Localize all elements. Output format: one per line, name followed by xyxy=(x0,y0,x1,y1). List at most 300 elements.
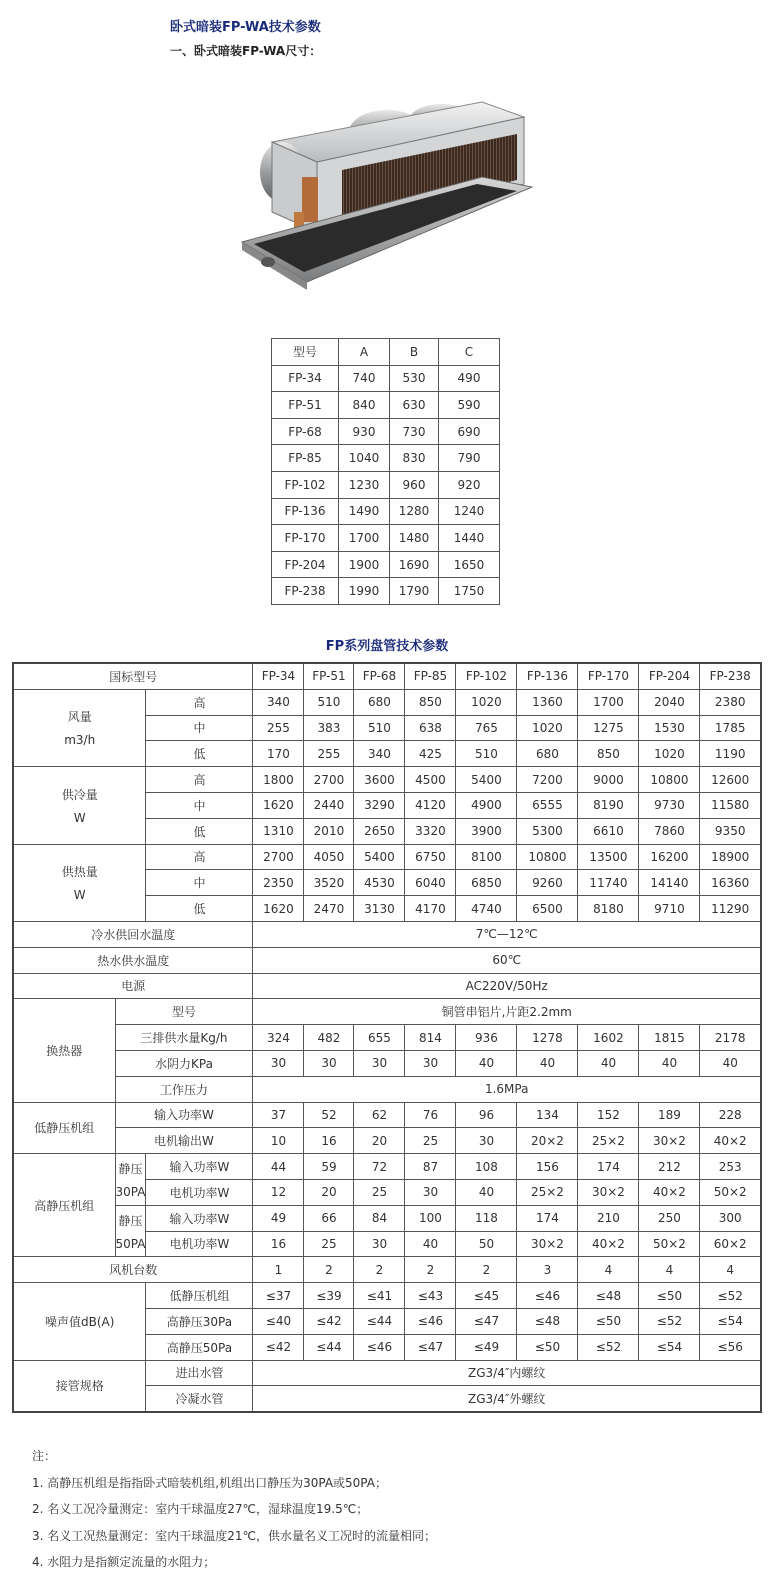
value-cell: ≤49 xyxy=(456,1334,517,1360)
value-cell: 6850 xyxy=(456,870,517,896)
page-title: 卧式暗装FP-WA技术参数 xyxy=(170,20,321,35)
dimension-cell: 730 xyxy=(390,418,439,445)
value-cell: 638 xyxy=(405,715,456,741)
dimension-header-cell: C xyxy=(439,339,500,366)
value-cell: 40 xyxy=(517,1050,578,1076)
value-cell: 6500 xyxy=(517,896,578,922)
dimension-cell: 920 xyxy=(439,471,500,498)
value-cell: 10 xyxy=(253,1128,304,1154)
table-row xyxy=(13,844,761,870)
static-pressure-50-cell-line-1: 静压 xyxy=(118,1213,143,1228)
note-item: 2. 名义工况冷量测定：室内干球温度27℃，湿球温度19.5℃； xyxy=(32,1502,369,1517)
value-cell: 152 xyxy=(578,1102,639,1128)
level-label-cell: 低 xyxy=(146,818,253,844)
value-cell: 25×2 xyxy=(578,1128,639,1154)
sub-label-cell: 输入功率W xyxy=(115,1102,253,1128)
value-cell: ≤48 xyxy=(578,1283,639,1309)
value-cell: 936 xyxy=(456,1025,517,1051)
value-cell: 30×2 xyxy=(517,1231,578,1257)
model-header-cell: FP-170 xyxy=(578,663,639,689)
value-cell: 4530 xyxy=(354,870,405,896)
value-cell: 189 xyxy=(639,1102,700,1128)
dimension-cell: 1440 xyxy=(439,525,500,552)
model-header-cell: FP-238 xyxy=(700,663,761,689)
table-row xyxy=(13,999,761,1025)
notes-heading: 注： xyxy=(32,1449,57,1463)
sub-label-cell: 冷凝水管 xyxy=(146,1386,253,1412)
dimension-cell: 1280 xyxy=(390,498,439,525)
value-cell: 174 xyxy=(578,1154,639,1180)
static-pressure-50-cell xyxy=(115,1205,146,1257)
value-cell: 11740 xyxy=(578,870,639,896)
value-cell: ≤48 xyxy=(517,1308,578,1334)
value-cell: 4 xyxy=(700,1257,761,1283)
dimension-cell: 630 xyxy=(390,392,439,419)
dimension-cell: FP-34 xyxy=(272,365,339,392)
value-cell: 482 xyxy=(304,1025,354,1051)
value-cell: 3130 xyxy=(354,896,405,922)
value-cell: 850 xyxy=(405,689,456,715)
value-cell: 8180 xyxy=(578,896,639,922)
value-cell: 59 xyxy=(304,1154,354,1180)
value-cell: 100 xyxy=(405,1205,456,1231)
value-cell: 20 xyxy=(354,1128,405,1154)
value-cell: ≤46 xyxy=(405,1308,456,1334)
dimension-cell: 840 xyxy=(339,392,390,419)
value-cell: 4 xyxy=(639,1257,700,1283)
table-row xyxy=(272,445,500,472)
value-cell: 25 xyxy=(354,1179,405,1205)
sub-label-cell: 型号 xyxy=(115,999,253,1025)
value-cell: 4900 xyxy=(456,792,517,818)
value-cell: 2380 xyxy=(700,689,761,715)
value-cell: 4 xyxy=(578,1257,639,1283)
value-cell: 20×2 xyxy=(517,1128,578,1154)
value-cell: 30 xyxy=(304,1050,354,1076)
value-cell: 12600 xyxy=(700,767,761,793)
dimension-header-cell: B xyxy=(390,339,439,366)
dimension-header-cell: 型号 xyxy=(272,339,339,366)
dimension-cell: 1690 xyxy=(390,551,439,578)
dimension-cell: 740 xyxy=(339,365,390,392)
value-cell: 4500 xyxy=(405,767,456,793)
dimension-cell: 1650 xyxy=(439,551,500,578)
value-cell: 4170 xyxy=(405,896,456,922)
value-cell: 3 xyxy=(517,1257,578,1283)
value-cell: 9000 xyxy=(578,767,639,793)
value-cell: 8190 xyxy=(578,792,639,818)
value-cell: 4050 xyxy=(304,844,354,870)
value-cell: 1602 xyxy=(578,1025,639,1051)
value-cell: 50 xyxy=(456,1231,517,1257)
value-cell: 2700 xyxy=(304,767,354,793)
value-cell: 4120 xyxy=(405,792,456,818)
value-cell: 25×2 xyxy=(517,1179,578,1205)
airflow-label-cell xyxy=(13,689,146,766)
value-cell: 3600 xyxy=(354,767,405,793)
airflow-label-cell-line-1: 风量 xyxy=(67,710,92,725)
heating-label-cell-line-1: 供热量 xyxy=(61,865,98,880)
value-cell: ≤44 xyxy=(354,1308,405,1334)
dimension-cell: FP-170 xyxy=(272,525,339,552)
value-cell: ≤52 xyxy=(639,1308,700,1334)
row-label-cell: 热水供水温度 xyxy=(13,947,253,973)
value-cell: ≤50 xyxy=(578,1308,639,1334)
value-cell: 300 xyxy=(700,1205,761,1231)
value-cell: 8100 xyxy=(456,844,517,870)
value-cell: 3290 xyxy=(354,792,405,818)
value-cell: 2 xyxy=(405,1257,456,1283)
level-label-cell: 中 xyxy=(146,870,253,896)
value-cell: 11580 xyxy=(700,792,761,818)
merged-value-cell: 铜管串铝片,片距2.2mm xyxy=(253,999,761,1025)
value-cell: 134 xyxy=(517,1102,578,1128)
dimension-cell: 790 xyxy=(439,445,500,472)
sub-label-cell: 高静压50Pa xyxy=(146,1334,253,1360)
value-cell: 9710 xyxy=(639,896,700,922)
value-cell: 12 xyxy=(253,1179,304,1205)
value-cell: ≤54 xyxy=(639,1334,700,1360)
table-row xyxy=(13,1050,761,1076)
value-cell: 324 xyxy=(253,1025,304,1051)
value-cell: 1815 xyxy=(639,1025,700,1051)
note-item: 3. 名义工况热量测定：室内干球温度21℃，供水量名义工况时的流量相同； xyxy=(32,1528,437,1543)
airflow-label-cell-line-2: m3/h xyxy=(64,733,96,748)
value-cell: 3520 xyxy=(304,870,354,896)
value-cell: 30 xyxy=(405,1179,456,1205)
static-pressure-50-cell-line-2: 50PA xyxy=(115,1236,146,1251)
value-cell: ≤37 xyxy=(253,1283,304,1309)
level-label-cell: 中 xyxy=(146,792,253,818)
table-row xyxy=(13,1360,761,1386)
dimension-cell: 1230 xyxy=(339,471,390,498)
value-cell: 40×2 xyxy=(578,1231,639,1257)
value-cell: 1785 xyxy=(700,715,761,741)
value-cell: 5300 xyxy=(517,818,578,844)
row-label-cell: 风机台数 xyxy=(13,1257,253,1283)
value-cell: 14140 xyxy=(639,870,700,896)
value-cell: 16 xyxy=(304,1128,354,1154)
value-cell: 37 xyxy=(253,1102,304,1128)
dimension-table-body xyxy=(272,339,500,605)
value-cell: 40×2 xyxy=(700,1128,761,1154)
sub-label-cell: 电机功率W xyxy=(146,1231,253,1257)
model-header-cell: FP-34 xyxy=(253,663,304,689)
value-cell: ≤39 xyxy=(304,1283,354,1309)
value-cell: ≤56 xyxy=(700,1334,761,1360)
value-cell: 10800 xyxy=(639,767,700,793)
table-row xyxy=(13,1025,761,1051)
hx-label-cell: 换热器 xyxy=(13,999,115,1102)
merged-value-cell: ZG3/4″外螺纹 xyxy=(253,1386,761,1412)
value-cell: 383 xyxy=(304,715,354,741)
row-label-cell: 电源 xyxy=(13,973,253,999)
value-cell: 250 xyxy=(639,1205,700,1231)
table-row xyxy=(13,1102,761,1128)
value-cell: 84 xyxy=(354,1205,405,1231)
value-cell: ≤50 xyxy=(639,1283,700,1309)
value-cell: 6555 xyxy=(517,792,578,818)
value-cell: 40 xyxy=(639,1050,700,1076)
value-cell: ≤50 xyxy=(517,1334,578,1360)
value-cell: 174 xyxy=(517,1205,578,1231)
value-cell: ≤42 xyxy=(253,1334,304,1360)
merged-value-cell: 7℃—12℃ xyxy=(253,921,761,947)
value-cell: ≤42 xyxy=(304,1308,354,1334)
heating-label-cell-line-2: W xyxy=(73,888,86,903)
value-cell: 30 xyxy=(253,1050,304,1076)
note-item: 1. 高静压机组是指指卧式暗装机组,机组出口静压为30PA或50PA； xyxy=(32,1475,387,1490)
value-cell: 2178 xyxy=(700,1025,761,1051)
value-cell: 1020 xyxy=(639,741,700,767)
table-row xyxy=(272,365,500,392)
dimension-cell: 1240 xyxy=(439,498,500,525)
value-cell: 1530 xyxy=(639,715,700,741)
value-cell: 2 xyxy=(456,1257,517,1283)
value-cell: 850 xyxy=(578,741,639,767)
static-pressure-30-cell-line-1: 静压 xyxy=(118,1161,143,1176)
value-cell: 76 xyxy=(405,1102,456,1128)
value-cell: 2010 xyxy=(304,818,354,844)
value-cell: 44 xyxy=(253,1154,304,1180)
value-cell: 7860 xyxy=(639,818,700,844)
value-cell: 10800 xyxy=(517,844,578,870)
value-cell: 1310 xyxy=(253,818,304,844)
value-cell: 1020 xyxy=(456,689,517,715)
value-cell: 9260 xyxy=(517,870,578,896)
value-cell: 4740 xyxy=(456,896,517,922)
dimension-cell: 830 xyxy=(390,445,439,472)
value-cell: 40 xyxy=(700,1050,761,1076)
value-cell: 1620 xyxy=(253,792,304,818)
pipe-label-cell: 接管规格 xyxy=(13,1360,146,1412)
value-cell: 340 xyxy=(354,741,405,767)
table-row xyxy=(13,973,761,999)
value-cell: 40 xyxy=(456,1050,517,1076)
model-header-cell: FP-85 xyxy=(405,663,456,689)
dimension-cell: 1700 xyxy=(339,525,390,552)
value-cell: 6610 xyxy=(578,818,639,844)
value-cell: ≤45 xyxy=(456,1283,517,1309)
value-cell: 5400 xyxy=(354,844,405,870)
dimension-cell: FP-85 xyxy=(272,445,339,472)
value-cell: 20 xyxy=(304,1179,354,1205)
dimension-cell: FP-238 xyxy=(272,578,339,605)
value-cell: 18900 xyxy=(700,844,761,870)
value-cell: 30 xyxy=(354,1050,405,1076)
value-cell: 1800 xyxy=(253,767,304,793)
table-row xyxy=(13,1257,761,1283)
high-static-label-cell: 高静压机组 xyxy=(13,1154,115,1257)
value-cell: 3900 xyxy=(456,818,517,844)
dimension-table xyxy=(271,338,500,605)
value-cell: 210 xyxy=(578,1205,639,1231)
value-cell: 170 xyxy=(253,741,304,767)
value-cell: 2440 xyxy=(304,792,354,818)
value-cell: 40 xyxy=(456,1179,517,1205)
cooling-label-cell-line-2: W xyxy=(73,810,86,825)
dimension-cell: FP-51 xyxy=(272,392,339,419)
table-row xyxy=(13,1283,761,1309)
value-cell: ≤40 xyxy=(253,1308,304,1334)
dimension-cell: 590 xyxy=(439,392,500,419)
model-header-cell: FP-136 xyxy=(517,663,578,689)
value-cell: 49 xyxy=(253,1205,304,1231)
note-item: 4. 水阻力是指额定流量的水阻力； xyxy=(32,1555,216,1570)
value-cell: 87 xyxy=(405,1154,456,1180)
value-cell: 6750 xyxy=(405,844,456,870)
table-row xyxy=(13,689,761,715)
sub-label-cell: 输入功率W xyxy=(146,1205,253,1231)
dimension-cell: 1490 xyxy=(339,498,390,525)
dimension-cell: FP-102 xyxy=(272,471,339,498)
notes xyxy=(32,1443,436,1576)
value-cell: ≤52 xyxy=(700,1283,761,1309)
level-label-cell: 高 xyxy=(146,844,253,870)
value-cell: 2 xyxy=(354,1257,405,1283)
section-subtitle: 一、卧式暗装FP-WA尺寸： xyxy=(170,44,322,58)
value-cell: 7200 xyxy=(517,767,578,793)
value-cell: ≤41 xyxy=(354,1283,405,1309)
level-label-cell: 高 xyxy=(146,689,253,715)
value-cell: 680 xyxy=(354,689,405,715)
value-cell: 30 xyxy=(456,1128,517,1154)
sub-label-cell: 工作压力 xyxy=(115,1076,253,1102)
value-cell: ≤43 xyxy=(405,1283,456,1309)
table-row xyxy=(272,339,500,366)
value-cell: 2040 xyxy=(639,689,700,715)
sub-label-cell: 水阴力KPa xyxy=(115,1050,253,1076)
value-cell: 2700 xyxy=(253,844,304,870)
level-label-cell: 低 xyxy=(146,741,253,767)
merged-value-cell: 60℃ xyxy=(253,947,761,973)
value-cell: 1190 xyxy=(700,741,761,767)
table-row xyxy=(13,921,761,947)
table-row xyxy=(272,392,500,419)
value-cell: 1620 xyxy=(253,896,304,922)
value-cell: 2 xyxy=(304,1257,354,1283)
sub-label-cell: 进出水管 xyxy=(146,1360,253,1386)
table-row xyxy=(272,578,500,605)
dimension-cell: 1790 xyxy=(390,578,439,605)
dimension-cell: FP-204 xyxy=(272,551,339,578)
value-cell: 3320 xyxy=(405,818,456,844)
dimension-cell: 930 xyxy=(339,418,390,445)
sub-label-cell: 三排供水量Kg/h xyxy=(115,1025,253,1051)
dimension-cell: FP-68 xyxy=(272,418,339,445)
value-cell: 66 xyxy=(304,1205,354,1231)
table-row xyxy=(13,1154,761,1180)
value-cell: ≤54 xyxy=(700,1308,761,1334)
value-cell: ≤46 xyxy=(517,1283,578,1309)
value-cell: 1020 xyxy=(517,715,578,741)
table-row xyxy=(272,418,500,445)
cooling-label-cell-line-1: 供冷量 xyxy=(61,787,98,802)
value-cell: 2650 xyxy=(354,818,405,844)
table-row xyxy=(13,1128,761,1154)
table-row xyxy=(272,471,500,498)
sub-label-cell: 电机输出W xyxy=(115,1128,253,1154)
row-label-cell: 冷水供回水温度 xyxy=(13,921,253,947)
sub-label-cell: 高静压30Pa xyxy=(146,1308,253,1334)
value-cell: 30×2 xyxy=(578,1179,639,1205)
value-cell: 2470 xyxy=(304,896,354,922)
noise-label-cell: 噪声值dB(A) xyxy=(13,1283,146,1360)
table-row xyxy=(272,498,500,525)
dimension-cell: 1480 xyxy=(390,525,439,552)
value-cell: 5400 xyxy=(456,767,517,793)
value-cell: 118 xyxy=(456,1205,517,1231)
table-row xyxy=(13,767,761,793)
static-pressure-30-cell xyxy=(115,1154,146,1206)
dimension-cell: 690 xyxy=(439,418,500,445)
fan-coil-unit-photo xyxy=(232,92,597,307)
value-cell: 510 xyxy=(456,741,517,767)
value-cell: 40 xyxy=(578,1050,639,1076)
value-cell: 510 xyxy=(354,715,405,741)
value-cell: 425 xyxy=(405,741,456,767)
value-cell: 1 xyxy=(253,1257,304,1283)
value-cell: 2350 xyxy=(253,870,304,896)
dimension-cell: 530 xyxy=(390,365,439,392)
spec-table xyxy=(12,662,762,1413)
dimension-cell: 490 xyxy=(439,365,500,392)
cooling-label-cell xyxy=(13,767,146,844)
level-label-cell: 中 xyxy=(146,715,253,741)
value-cell: ≤47 xyxy=(456,1308,517,1334)
value-cell: 52 xyxy=(304,1102,354,1128)
value-cell: 25 xyxy=(405,1128,456,1154)
spec-table-title: FP系列盘管技术参数 xyxy=(325,639,449,654)
value-cell: 9350 xyxy=(700,818,761,844)
value-cell: 680 xyxy=(517,741,578,767)
value-cell: ≤44 xyxy=(304,1334,354,1360)
value-cell: 16200 xyxy=(639,844,700,870)
model-header-cell: 国标型号 xyxy=(13,663,253,689)
value-cell: 156 xyxy=(517,1154,578,1180)
value-cell: 253 xyxy=(700,1154,761,1180)
value-cell: 1700 xyxy=(578,689,639,715)
level-label-cell: 高 xyxy=(146,767,253,793)
table-row xyxy=(13,663,761,689)
merged-value-cell: AC220V/50Hz xyxy=(253,973,761,999)
spec-table-body xyxy=(13,663,761,1412)
table-row xyxy=(13,1205,761,1231)
value-cell: 30 xyxy=(405,1050,456,1076)
value-cell: 25 xyxy=(304,1231,354,1257)
value-cell: 510 xyxy=(304,689,354,715)
low-static-label-cell: 低静压机组 xyxy=(13,1102,115,1154)
merged-value-cell: 1.6MPa xyxy=(253,1076,761,1102)
value-cell: 96 xyxy=(456,1102,517,1128)
value-cell: 16360 xyxy=(700,870,761,896)
value-cell: 814 xyxy=(405,1025,456,1051)
value-cell: ≤52 xyxy=(578,1334,639,1360)
model-header-cell: FP-51 xyxy=(304,663,354,689)
dimension-cell: FP-136 xyxy=(272,498,339,525)
value-cell: 40×2 xyxy=(639,1179,700,1205)
value-cell: 50×2 xyxy=(639,1231,700,1257)
value-cell: 340 xyxy=(253,689,304,715)
table-row xyxy=(272,525,500,552)
value-cell: ≤47 xyxy=(405,1334,456,1360)
value-cell: 72 xyxy=(354,1154,405,1180)
sub-label-cell: 电机功率W xyxy=(146,1179,253,1205)
value-cell: 228 xyxy=(700,1102,761,1128)
merged-value-cell: ZG3/4″内螺纹 xyxy=(253,1360,761,1386)
sub-label-cell: 输入功率W xyxy=(146,1154,253,1180)
dimension-cell: 1990 xyxy=(339,578,390,605)
